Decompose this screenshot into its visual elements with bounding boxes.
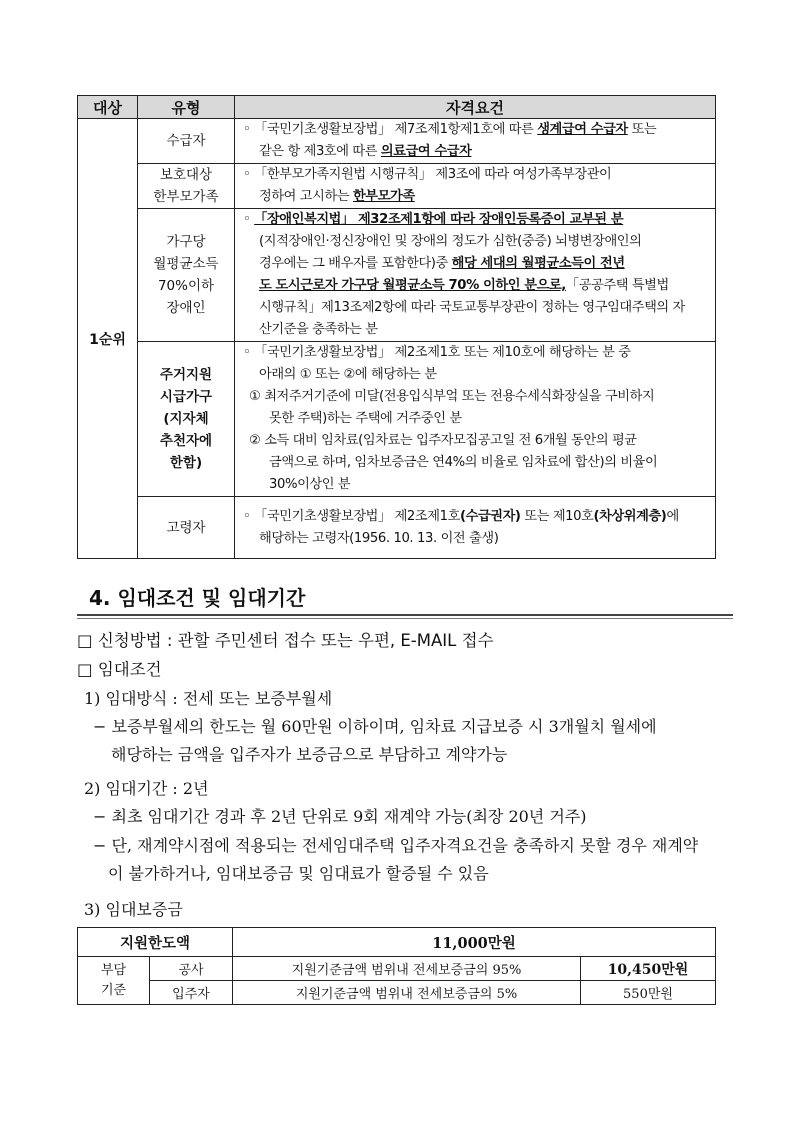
burden-basis-label [78, 957, 150, 1005]
requirement-line: ① 최저주거기준에 미달(전용입식부엌 또는 전용수세식화장실을 구비하지 [249, 389, 655, 404]
renewal-condition-line-2: 이 불가하거나, 임대보증금 및 임대료가 할증될 수 있음 [108, 864, 489, 883]
type-cell [138, 209, 235, 342]
requirement-emphasis: 도 도시근로자 가구당 월평균소득 70% 이하인 분으로, [259, 278, 566, 293]
type-label-line: 보호대상 [159, 167, 213, 183]
lease-period-line: 2) 임대기간 : 2년 [84, 779, 209, 798]
type-cell [138, 497, 235, 559]
deposit-heading: 3) 임대보증금 [84, 900, 183, 919]
requirement-line: 못한 주택)하는 주택에 거주중인 분 [269, 411, 462, 426]
eligibility-table-header [78, 96, 716, 119]
requirement-line: ◦ 「국민기초생활보장법」 제7조제1항제1호에 따른 생계급여 수급자 또는 [243, 122, 657, 137]
type-label-line: 한함) [169, 455, 203, 471]
type-label-line: 수급자 [166, 133, 206, 149]
requirement-line: 해당하는 고령자(1956. 10. 13. 이전 출생) [259, 530, 499, 546]
header-requirement: 자격요건 [235, 96, 716, 119]
lease-conditions-heading: □ 임대조건 [77, 660, 162, 679]
table-row [78, 209, 716, 342]
eligibility-table [77, 95, 716, 559]
requirement-emphasis: 생계급여 수급자 [537, 122, 628, 137]
priority-cell: 1순위 [78, 119, 138, 559]
table-row [78, 342, 716, 497]
table-row [78, 164, 716, 209]
requirement-line: ◦ 「국민기초생활보장법」 제2조제1호 또는 제10호에 해당하는 분 중 [243, 345, 631, 360]
type-label-line: 가구당 [166, 234, 206, 250]
party-cell: 입주자 [150, 981, 233, 1005]
requirement-line: 시행규칙」제13조제2항에 따라 국토교통부장관이 정하는 영구임대주택의 자 [259, 300, 685, 315]
type-label-line: 고령자 [166, 519, 206, 536]
desc-cell: 지원기준금액 범위내 전세보증금의 5% [233, 981, 581, 1005]
type-label-line: 월평균소득 [153, 256, 219, 272]
monthly-rent-limit-line: − 보증부월세의 한도는 월 60만원 이하이며, 임차료 지급보증 시 3개월치 월세에 [93, 717, 657, 736]
type-cell [138, 119, 235, 164]
party-cell: 공사 [150, 957, 233, 981]
type-cell [138, 164, 235, 209]
amount-cell: 550만원 [581, 981, 716, 1005]
header-target: 대상 [78, 96, 138, 119]
requirement-line: ② 소득 대비 임차료(임차료는 입주자모집공고일 전 6개월 동안의 평균 [249, 433, 637, 448]
limit-value: 11,000만원 [233, 928, 716, 957]
table-row [78, 119, 716, 164]
requirement-cell [235, 119, 716, 164]
requirement-line: 도 도시근로자 가구당 월평균소득 70% 이하인 분으로,「공공주택 특별법 [259, 278, 669, 293]
table-row [78, 957, 716, 981]
requirement-line: 산기준을 충족하는 분 [259, 322, 378, 337]
requirement-emphasis: (차상위계층) [593, 508, 667, 524]
requirement-emphasis: (수급권자) [459, 508, 521, 524]
deposit-limit-row [78, 928, 716, 957]
table-row [78, 497, 716, 559]
type-label-line: 장애인 [166, 300, 206, 316]
requirement-emphasis: 「장애인복지법」 제32조제1항에 따라 장애인등록증이 교부된 분 [254, 212, 624, 227]
requirement-line: ◦ 「한부모가족지원법 시행규칙」 제3조에 따라 여성가족부장관이 [243, 167, 612, 182]
type-label-line: 주거지원 [159, 367, 213, 383]
burden-label-line2: 기준 [100, 982, 127, 998]
requirement-cell [235, 209, 716, 342]
section-title: 4. 임대조건 및 임대기간 [89, 586, 306, 610]
requirement-emphasis: 해당 세대의 월평균소득이 전년 [451, 256, 625, 271]
table-row [78, 981, 716, 1005]
requirement-line: 정하여 고시하는 한부모가족 [259, 189, 415, 204]
desc-cell: 지원기준금액 범위내 전세보증금의 95% [233, 957, 581, 981]
type-label-line: 한부모가족 [153, 189, 219, 205]
type-label-line: (지자체 [163, 411, 209, 427]
apply-method-line: □ 신청방법 : 관할 주민센터 접수 또는 우편, E-MAIL 접수 [77, 631, 494, 650]
renewal-condition-line: − 단, 재계약시점에 적용되는 전세임대주택 입주자격요건을 충족하지 못할 경우 재계약 [93, 836, 699, 855]
burden-label-line1: 부담 [100, 962, 127, 978]
header-type: 유형 [138, 96, 235, 119]
requirement-line: 아래의 ① 또는 ②에 해당하는 분 [259, 367, 437, 382]
monthly-rent-limit-line-2: 해당하는 금액을 입주자가 보증금으로 부담하고 계약가능 [111, 745, 508, 764]
limit-label: 지원한도액 [78, 928, 233, 957]
type-label-line: 70%이하 [157, 278, 215, 294]
requirement-cell [235, 342, 716, 497]
deposit-table [77, 927, 716, 1005]
requirement-cell [235, 164, 716, 209]
requirement-line: 금액으로 하며, 임차보증금은 연4%의 비율로 임차료에 합산)의 비율이 [269, 455, 658, 470]
requirement-emphasis: 의료급여 수급자 [380, 144, 472, 159]
renewal-line: − 최초 임대기간 경과 후 2년 단위로 9회 재계약 가능(최장 20년 거주) [93, 807, 587, 826]
type-label-line: 시급가구 [159, 389, 213, 405]
type-label-line: 추천자에 [159, 433, 213, 449]
requirement-line: 30%이상인 분 [269, 477, 351, 492]
requirement-cell [235, 497, 716, 559]
requirement-line: 경우에는 그 배우자를 포함한다)중 해당 세대의 월평균소득이 전년 [259, 256, 625, 271]
requirement-line: (지적장애인·정신장애인 및 장애의 정도가 심한(중증) 뇌병변장애인의 [259, 234, 642, 249]
amount-cell: 10,450만원 [581, 957, 716, 981]
lease-type-line: 1) 임대방식 : 전세 또는 보증부월세 [84, 689, 333, 708]
type-cell [138, 342, 235, 497]
requirement-emphasis: 한부모가족 [352, 189, 415, 204]
requirement-line: ◦ 「장애인복지법」 제32조제1항에 따라 장애인등록증이 교부된 분 [243, 212, 624, 227]
requirement-line: ◦ 「국민기초생활보장법」 제2조제1호(수급권자) 또는 제10호(차상위계층)에 [243, 508, 679, 524]
section-heading [77, 580, 733, 616]
requirement-line: 같은 항 제3호에 따른 의료급여 수급자 [259, 144, 472, 159]
